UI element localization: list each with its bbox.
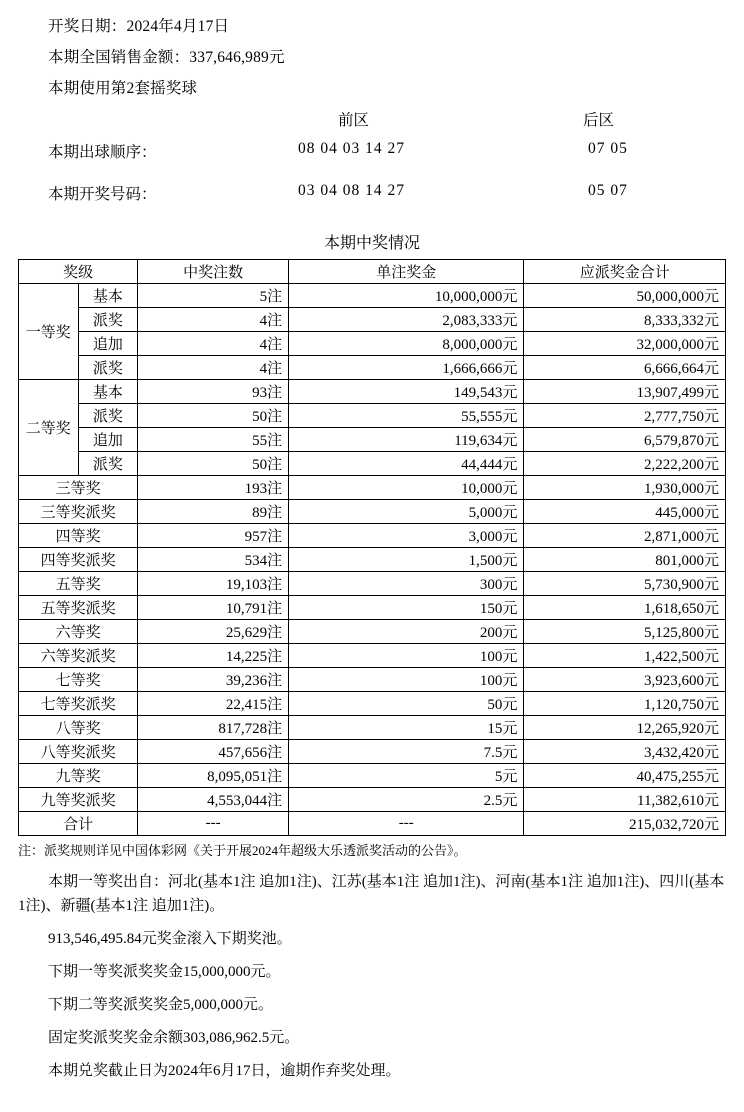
row-sub-label: 基本 (78, 284, 138, 308)
row-each: 50元 (289, 692, 524, 716)
row-total: 40,475,255元 (524, 764, 726, 788)
table-row (19, 284, 726, 308)
row-level: 三等奖 (19, 476, 138, 500)
row-each: 1,500元 (289, 548, 524, 572)
row-each: 5,000元 (289, 500, 524, 524)
table-total-row (19, 812, 726, 836)
group-level-label: 一等奖 (19, 284, 79, 380)
row-total: 801,000元 (524, 548, 726, 572)
col-header-total: 应派奖金合计 (524, 260, 726, 284)
row-level: 九等奖派奖 (19, 788, 138, 812)
group-level-label: 二等奖 (19, 380, 79, 476)
row-level: 六等奖派奖 (19, 644, 138, 668)
row-count: 10,791注 (138, 596, 289, 620)
winning-numbers-row (18, 182, 726, 216)
row-level: 八等奖 (19, 716, 138, 740)
winning-numbers-label: 本期开奖号码： (48, 186, 157, 203)
next-second-prize-bonus-paragraph: 下期二等奖派奖奖金5,000,000元。 (48, 996, 274, 1013)
table-row (19, 452, 726, 476)
row-count: 4注 (138, 356, 289, 380)
table-row (19, 380, 726, 404)
row-sub-label: 派奖 (78, 404, 138, 428)
row-each: 1,666,666元 (289, 356, 524, 380)
row-each: 44,444元 (289, 452, 524, 476)
table-row (19, 524, 726, 548)
row-sub-label: 派奖 (78, 356, 138, 380)
row-level: 五等奖派奖 (19, 596, 138, 620)
row-each: 10,000元 (289, 476, 524, 500)
row-total: 1,930,000元 (524, 476, 726, 500)
row-total: 445,000元 (524, 500, 726, 524)
row-sub-label: 追加 (78, 428, 138, 452)
row-each: 15元 (289, 716, 524, 740)
row-level: 九等奖 (19, 764, 138, 788)
row-each: 3,000元 (289, 524, 524, 548)
row-count: 957注 (138, 524, 289, 548)
row-total: 3,923,600元 (524, 668, 726, 692)
row-total: 6,579,870元 (524, 428, 726, 452)
prize-table-title: 本期中奖情况 (323, 235, 420, 252)
ball-order-front-numbers: 08 04 03 14 27 (298, 140, 405, 157)
row-total: 5,730,900元 (524, 572, 726, 596)
row-total: 1,422,500元 (524, 644, 726, 668)
winning-numbers-back: 05 07 (588, 182, 628, 199)
row-count: 4,553,044注 (138, 788, 289, 812)
col-header-each: 单注奖金 (289, 260, 524, 284)
row-count: 22,415注 (138, 692, 289, 716)
row-each: 300元 (289, 572, 524, 596)
rollover-pool-paragraph: 913,546,495.84元奖金滚入下期奖池。 (48, 930, 292, 947)
row-each: 200元 (289, 620, 524, 644)
row-total: 8,333,332元 (524, 308, 726, 332)
row-count: 817,728注 (138, 716, 289, 740)
total-row-label: 合计 (19, 812, 138, 836)
ball-order-label: 本期出球顺序： (48, 144, 157, 161)
row-total: 50,000,000元 (524, 284, 726, 308)
table-row (19, 740, 726, 764)
sales-amount-line: 本期全国销售金额：337,646,989元 (48, 49, 285, 66)
row-count: 39,236注 (138, 668, 289, 692)
row-level: 八等奖派奖 (19, 740, 138, 764)
row-each: 2,083,333元 (289, 308, 524, 332)
row-total: 32,000,000元 (524, 332, 726, 356)
total-row-each: --- (289, 812, 524, 836)
fixed-prize-balance-paragraph: 固定奖派奖奖金余额303,086,962.5元。 (48, 1029, 300, 1046)
row-each: 55,555元 (289, 404, 524, 428)
row-sub-label: 派奖 (78, 452, 138, 476)
claim-deadline-paragraph: 本期兑奖截止日为2024年6月17日，逾期作弃奖处理。 (48, 1062, 401, 1079)
table-row (19, 572, 726, 596)
ball-set-line: 本期使用第2套摇奖球 (48, 80, 198, 97)
row-each: 5元 (289, 764, 524, 788)
row-count: 50注 (138, 452, 289, 476)
back-zone-label: 后区 (583, 112, 615, 129)
ball-order-row (18, 140, 726, 174)
row-level: 三等奖派奖 (19, 500, 138, 524)
row-count: 19,103注 (138, 572, 289, 596)
row-each: 150元 (289, 596, 524, 620)
table-row (19, 668, 726, 692)
row-each: 10,000,000元 (289, 284, 524, 308)
row-count: 89注 (138, 500, 289, 524)
ball-order-back-numbers: 07 05 (588, 140, 628, 157)
row-count: 50注 (138, 404, 289, 428)
row-count: 25,629注 (138, 620, 289, 644)
row-each: 7.5元 (289, 740, 524, 764)
total-row-total: 215,032,720元 (524, 812, 726, 836)
table-footnote: 注：派奖规则详见中国体彩网《关于开展2024年超级大乐透派奖活动的公告》。 (18, 843, 467, 858)
row-total: 1,618,650元 (524, 596, 726, 620)
front-zone-label: 前区 (338, 112, 370, 129)
row-total: 6,666,664元 (524, 356, 726, 380)
row-each: 119,634元 (289, 428, 524, 452)
row-count: 8,095,051注 (138, 764, 289, 788)
table-row (19, 620, 726, 644)
row-each: 149,543元 (289, 380, 524, 404)
row-total: 3,432,420元 (524, 740, 726, 764)
zone-header-row (18, 108, 726, 132)
winning-numbers-front: 03 04 08 14 27 (298, 182, 405, 199)
row-count: 193注 (138, 476, 289, 500)
first-prize-origin-paragraph: 本期一等奖出自：河北(基本1注 追加1注)、江苏(基本1注 追加1注)、河南(基本1注 追加1注)、四川(基本1注)、新疆(基本1注 追加1注)。 (18, 873, 725, 914)
row-level: 六等奖 (19, 620, 138, 644)
row-count: 4注 (138, 308, 289, 332)
row-sub-label: 派奖 (78, 308, 138, 332)
row-level: 七等奖派奖 (19, 692, 138, 716)
table-row (19, 716, 726, 740)
row-count: 5注 (138, 284, 289, 308)
table-row (19, 476, 726, 500)
row-total: 2,222,200元 (524, 452, 726, 476)
row-sub-label: 追加 (78, 332, 138, 356)
row-level: 七等奖 (19, 668, 138, 692)
total-row-count: --- (138, 812, 289, 836)
row-total: 11,382,610元 (524, 788, 726, 812)
row-sub-label: 基本 (78, 380, 138, 404)
row-each: 8,000,000元 (289, 332, 524, 356)
row-level: 四等奖 (19, 524, 138, 548)
table-row (19, 548, 726, 572)
table-row (19, 308, 726, 332)
row-level: 五等奖 (19, 572, 138, 596)
table-row (19, 332, 726, 356)
next-first-prize-bonus-paragraph: 下期一等奖派奖奖金15,000,000元。 (48, 963, 281, 980)
table-row (19, 356, 726, 380)
row-each: 100元 (289, 668, 524, 692)
table-header-row (19, 260, 726, 284)
prize-table (18, 259, 726, 836)
table-row (19, 404, 726, 428)
col-header-level: 奖级 (19, 260, 138, 284)
table-row (19, 596, 726, 620)
row-total: 13,907,499元 (524, 380, 726, 404)
col-header-count: 中奖注数 (138, 260, 289, 284)
table-row (19, 788, 726, 812)
row-count: 534注 (138, 548, 289, 572)
row-total: 2,777,750元 (524, 404, 726, 428)
row-count: 457,656注 (138, 740, 289, 764)
table-row (19, 428, 726, 452)
row-count: 14,225注 (138, 644, 289, 668)
row-total: 1,120,750元 (524, 692, 726, 716)
table-row (19, 764, 726, 788)
draw-date-line: 开奖日期：2024年4月17日 (48, 18, 230, 35)
table-row (19, 692, 726, 716)
row-count: 93注 (138, 380, 289, 404)
table-row (19, 500, 726, 524)
row-total: 2,871,000元 (524, 524, 726, 548)
table-row (19, 644, 726, 668)
row-total: 12,265,920元 (524, 716, 726, 740)
row-count: 55注 (138, 428, 289, 452)
row-each: 100元 (289, 644, 524, 668)
row-count: 4注 (138, 332, 289, 356)
row-level: 四等奖派奖 (19, 548, 138, 572)
row-each: 2.5元 (289, 788, 524, 812)
row-total: 5,125,800元 (524, 620, 726, 644)
